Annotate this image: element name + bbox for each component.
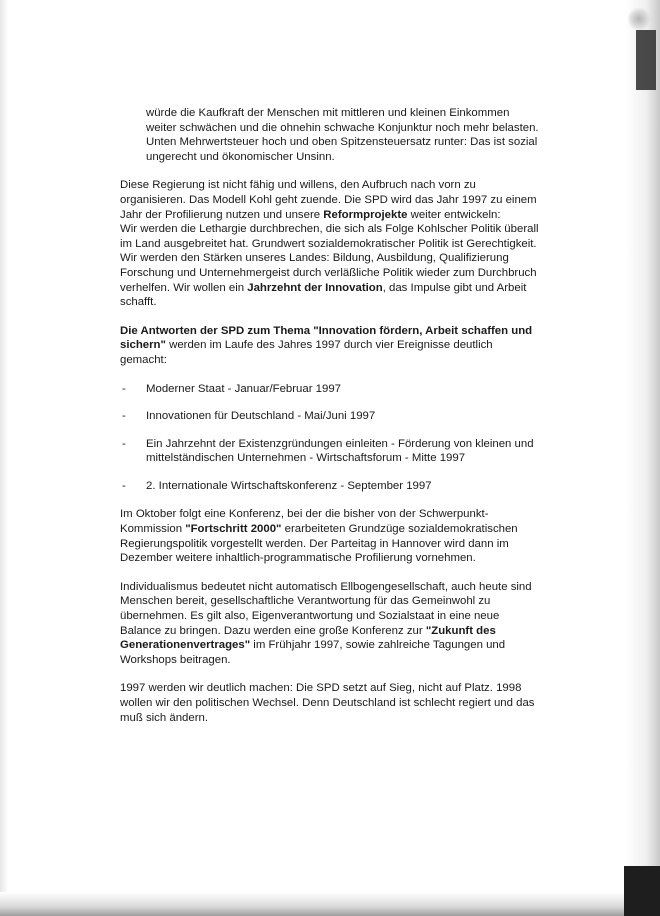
paragraph-text: erarbeiteten Grundzüge sozialdemokratischen Regierungspolitik vorgestellt werden. Der Parteitag in Hannover wird dann im Dezember weitere inhaltlich-programmatische Profilierung vornehmen. [120, 523, 518, 565]
list-item: - Moderner Staat - Januar/Februar 1997 [120, 382, 540, 397]
scan-shadow-left [0, 0, 8, 916]
list-item: - Ein Jahrzehnt der Existenzgründungen einleiten - Förderung von kleinen und mittelständischen Unternehmen - Wirtschaftsforum - Mitte 1997 [120, 437, 540, 466]
paragraph-text: , das Impulse gibt und Arbeit schafft. [120, 281, 527, 309]
paragraph-kaufkraft [120, 106, 540, 164]
document-body [120, 106, 540, 739]
list-item: - Innovationen für Deutschland - Mai/Juni 1997 [120, 409, 540, 424]
paragraph-text: im Frühjahr 1997, sowie zahlreiche Tagungen und Workshops beitragen. [120, 639, 506, 666]
emphasis-generationenvertrag: "Zukunft des Generationenvertrages" [120, 624, 496, 652]
list-item: - 2. Internationale Wirtschaftskonferenz - September 1997 [120, 479, 540, 494]
paragraph-1997 [120, 681, 540, 725]
scan-shadow-right [626, 0, 660, 916]
paragraph-text: Diese Regierung ist nicht fähig und willens, den Aufbruch nach vorn zu organisieren. Das Modell Kohl geht zuende. Die SPD wird das Jahr 1997 zu einem Jahr der Profilierung nutzen und unsere [120, 179, 537, 221]
emphasis-reformprojekte: Reformprojekte [323, 208, 408, 221]
paragraph-text: werden im Laufe des Jahres 1997 durch vier Ereignisse deutlich gemacht: [120, 339, 493, 366]
paragraph-text: würde die Kaufkraft der Menschen mit mittleren und kleinen Einkommen weiter schwächen und die ohnehin schwache Konjunktur noch mehr belasten. Unten Mehrwertsteuer hoch und oben Spitzensteuersatz runter: Das ist sozial ungerecht und ökonomischer Unsinn. [146, 107, 539, 163]
paragraph-individualismus [120, 580, 540, 668]
paragraph-text: Im Oktober folgt eine Konferenz, bei der die bisher von der Schwerpunkt- Kommission [120, 508, 489, 536]
emphasis-jahrzehnt-innovation: Jahrzehnt der Innovation [247, 281, 383, 294]
scan-shadow-bottom [0, 892, 660, 916]
paragraph-text: Individualismus bedeutet nicht automatisch Ellbogengesellschaft, auch heute sind Menschen bereit, gesellschaftliche Verantwortung für das Gemeinwohl zu übernehmen. Es gilt also, Eigenverantwortung und Sozialstaat in eine neue Balance zu bringen. Dazu werden eine große Konferenz zur [120, 580, 532, 637]
paragraph-text: Wir werden die Lethargie durchbrechen, die sich als Folge Kohlscher Politik überall im Land ausgebreitet hat. Grundwert sozialdemokratischer Politik ist Gerechtigkeit. Wir werden den Stärken unseres Landes: Bildung, Ausbildung, Qualifizierung Forschung und Unternehmergeist durch verläßliche Politik wieder zum Durchbruch verhelfen. Wir wollen ein [120, 223, 539, 294]
scan-artifact-bottom-right [624, 866, 660, 916]
paragraph-text: 1997 werden wir deutlich machen: Die SPD setzt auf Sieg, nicht auf Platz. 1998 wollen wir den politischen Wechsel. Denn Deutschland ist schlecht regiert und das muß sich ändern. [120, 682, 535, 724]
scan-artifact-right-edge [636, 30, 656, 90]
paragraph-oktober [120, 507, 540, 565]
paragraph-antworten [120, 324, 540, 368]
paragraph-text: weiter entwickeln: [407, 208, 501, 221]
paragraph-regierung [120, 178, 540, 309]
emphasis-fortschritt-2000: "Fortschritt 2000" [185, 523, 282, 536]
emphasis-thema: Die Antworten der SPD zum Thema "Innovation fördern, Arbeit schaffen und sichern" [120, 324, 533, 352]
scan-artifact-top-right [626, 8, 652, 30]
event-list [120, 382, 540, 494]
